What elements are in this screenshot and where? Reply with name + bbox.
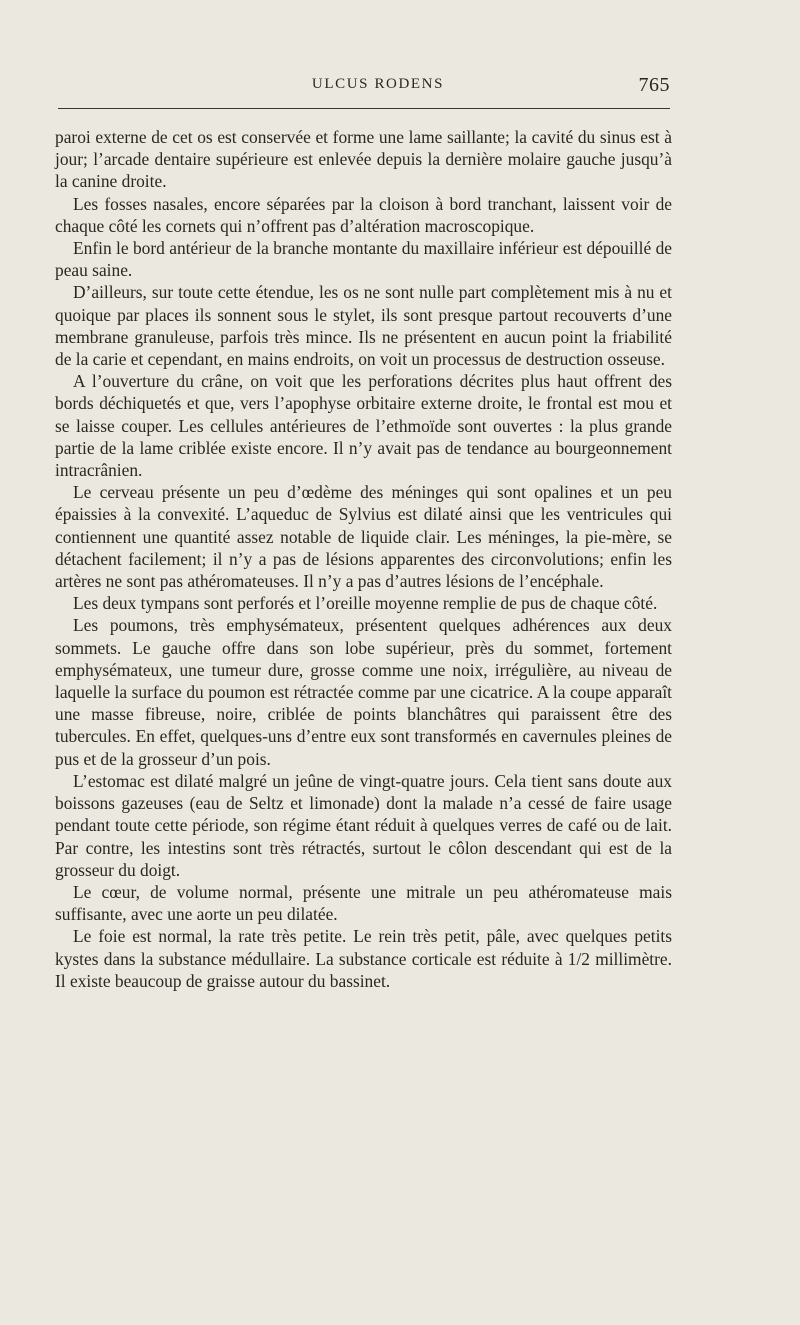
paragraph-4: D’ailleurs, sur toute cette étendue, les os ne sont nulle part complètement mis à nu et quoique par places ils sonnent sous le stylet, ils sont presque partout recouverts d’une membrane granuleuse, parfois très mince. Ils ne présentent en aucun point la friabilité de la carie et cependant, en mains endroits, on voit un processus de destruction osseuse.: [55, 282, 672, 370]
paragraph-7: Les deux tympans sont perforés et l’oreille moyenne remplie de pus de chaque côté.: [73, 593, 658, 614]
header-rule: [58, 108, 670, 109]
paragraph-3: Enfin le bord antérieur de la branche montante du maxillaire inférieur est dépouillé de peau saine.: [55, 238, 672, 281]
paragraph-8: Les poumons, très emphysémateux, présentent quelques adhérences aux deux sommets. Le gauche offre dans son lobe supérieur, près du sommet, fortement emphysémateux, une tumeur dure, grosse comme une noix, irrégulière, au niveau de laquelle la surface du poumon est rétractée comme par une cicatrice. A la coupe apparaît une masse fibreuse, noire, criblée de points blanchâtres qui paraissent être des tubercules. En effet, quelques-uns d’entre eux sont transformés en cavernules pleines de pus et de la grosseur d’un pois.: [55, 615, 672, 769]
page-header: [58, 74, 670, 100]
paragraph-2: Les fosses nasales, encore séparées par la cloison à bord tranchant, laissent voir de chaque côté les cornets qui n’offrent pas d’altération macroscopique.: [55, 193, 672, 236]
paragraph-9: L’estomac est dilaté malgré un jeûne de vingt-quatre jours. Cela tient sans doute aux boissons gazeuses (eau de Seltz et limonade) dont la malade n’a cessé de faire usage pendant toute cette période, son régime étant réduit à quelques verres de café ou de lait. Par contre, les intestins sont très rétractés, surtout le côlon descendant qui est de la grosseur du doigt.: [55, 770, 672, 880]
paragraph-5: A l’ouverture du crâne, on voit que les perforations décrites plus haut offrent des bords déchiquetés et que, vers l’apophyse orbitaire externe droite, le frontal est mou et se laisse couper. Les cellules antérieures de l’ethmoïde sont ouvertes : la plus grande partie de la lame criblée existe encore. Il n’y avait pas de tendance au bourgeonnement intracrânien.: [55, 371, 672, 481]
paragraph-6: Le cerveau présente un peu d’œdème des méninges qui sont opalines et un peu épaissies à la convexité. L’aqueduc de Sylvius est dilaté ainsi que les ventricules qui contiennent une quantité assez notable de liquide clair. Les méninges, la pie-mère, se détachent facilement; il n’y a pas de lésions apparentes des circonvolutions; enfin les artères ne sont pas athéromateuses. Il n’y a pas d’autres lésions de l’encéphale.: [55, 482, 672, 592]
paragraph-1: paroi externe de cet os est conservée et forme une lame saillante; la cavité du sinus est à jour; l’arcade dentaire supérieure est enlevée depuis la dernière molaire gauche jusqu’à la canine droite.: [55, 127, 672, 192]
paragraph-10: Le cœur, de volume normal, présente une mitrale un peu athéromateuse mais suffisante, avec une aorte un peu dilatée.: [55, 881, 672, 925]
running-title: ULCUS RODENS: [311, 76, 445, 92]
paragraph-11: Le foie est normal, la rate très petite. Le rein très petit, pâle, avec quelques petits kystes dans la substance médullaire. La substance corticale est réduite à 1/2 millimètre. Il existe beaucoup de graisse autour du bassinet.: [55, 926, 672, 991]
page-number: 765: [638, 74, 670, 96]
body-text: [55, 126, 672, 992]
